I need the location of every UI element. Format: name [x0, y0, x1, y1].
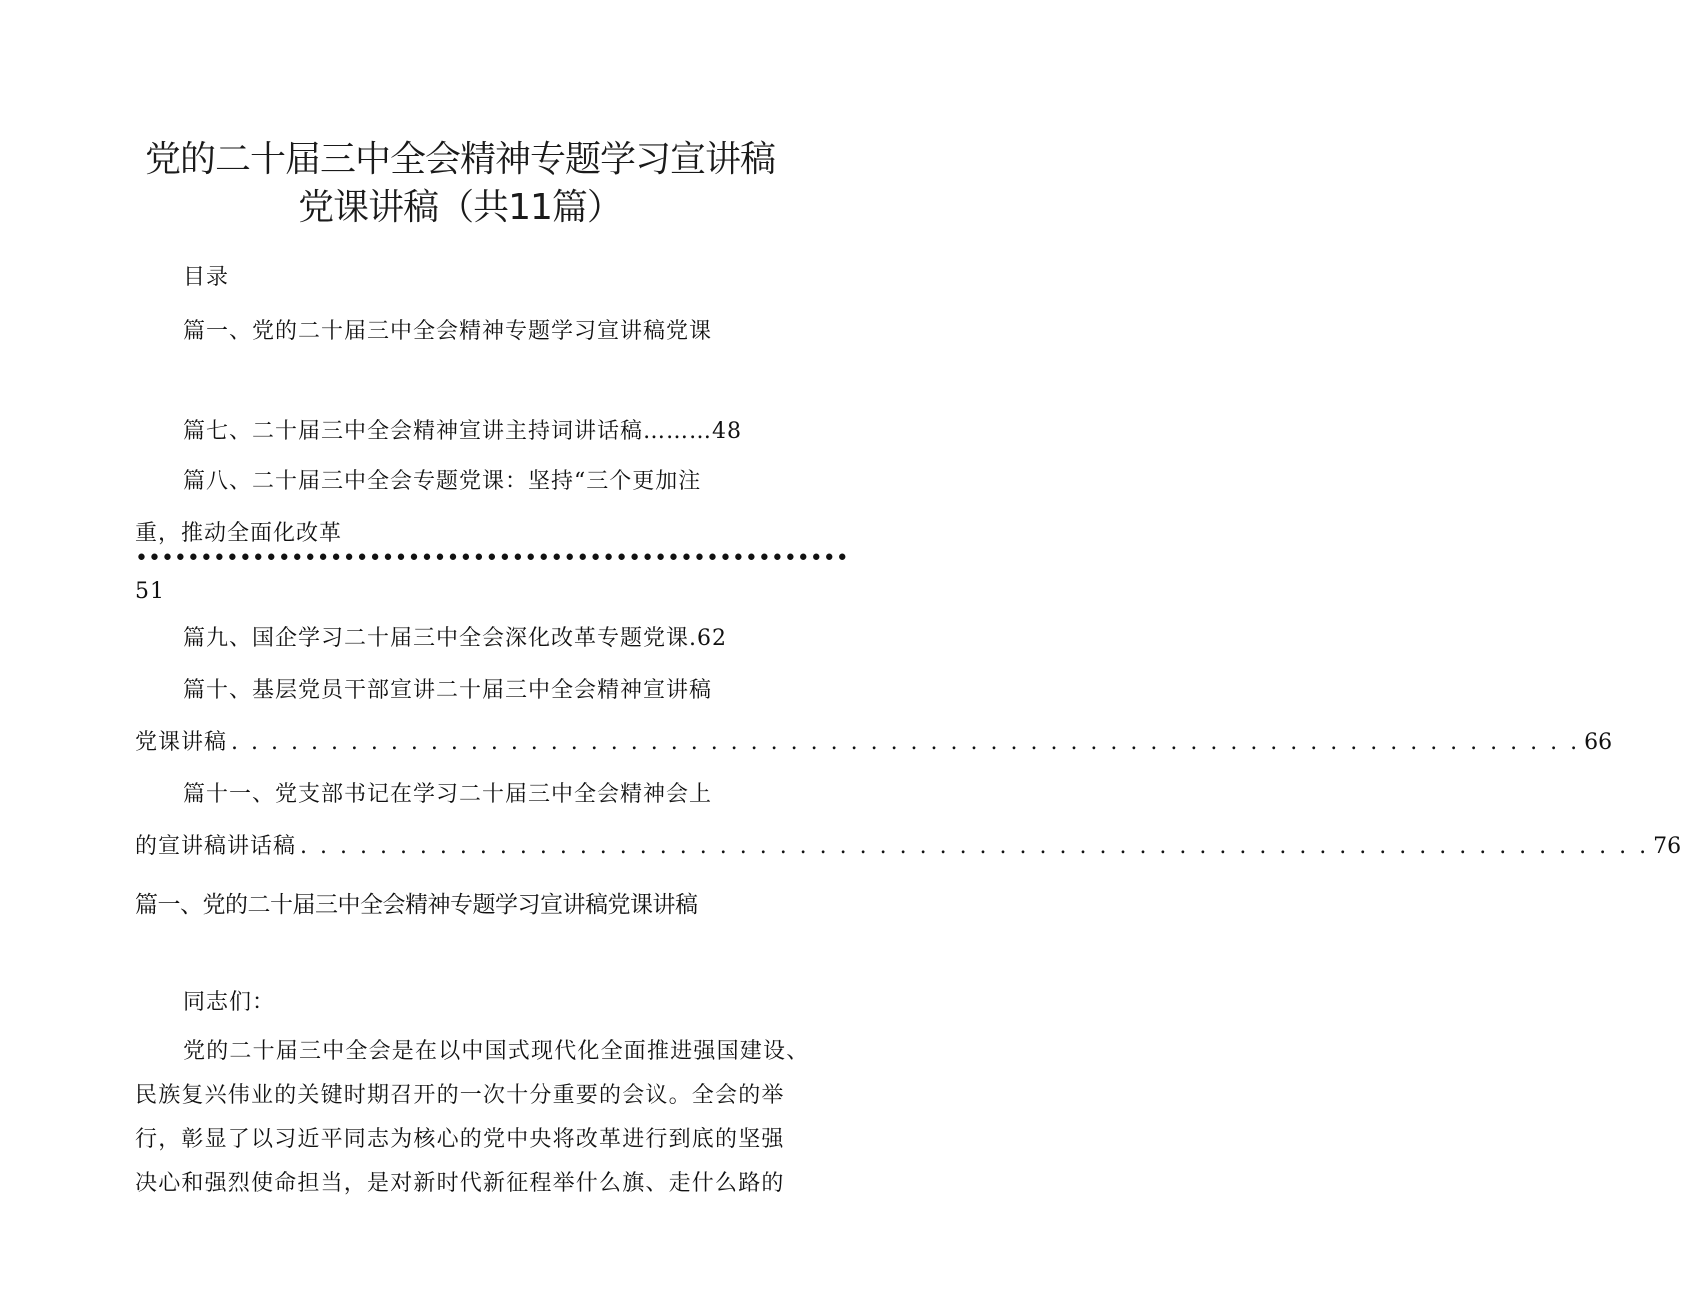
- toc-entry-8-line-1[interactable]: 篇八、二十届三中全会专题党课：坚持“三个更加注: [183, 469, 702, 494]
- toc-entry-11-text: 的宣讲稿讲话稿: [135, 834, 297, 859]
- toc-entry-10-line-1[interactable]: 篇十、基层党员干部宣讲二十届三中全会精神宣讲稿: [183, 678, 713, 703]
- paragraph-line: 党的二十届三中全会是在以中国式现代化全面推进强国建设、: [183, 1039, 810, 1064]
- toc-entry-10-text: 党课讲稿: [135, 730, 228, 755]
- toc-entry-1[interactable]: 篇一、党的二十届三中全会精神专题学习宣讲稿党课: [183, 319, 713, 344]
- toc-entry-11-page: 76: [1653, 834, 1681, 859]
- toc-entry-8-leader: •••••••••••••••••••••••••••••••••••••••••••••••••••••••: [135, 546, 849, 571]
- toc-entry-10-leader: . . . . . . . . . . . . . . . . . . . . . . . . . . . . . . . . . . . . . . . . . . . . . . . . . . . . . . . . . . . . . . . . . . . .: [231, 730, 1581, 755]
- section-heading: 篇一、党的二十届三中全会精神专题学习宣讲稿党课讲稿: [135, 892, 698, 918]
- toc-entry-10-line-2[interactable]: [135, 728, 1613, 758]
- greeting: 同志们：: [183, 990, 276, 1015]
- body-paragraph: [135, 1030, 810, 1206]
- paragraph-line: 行，彰显了以习近平同志为核心的党中央将改革进行到底的坚强: [135, 1127, 785, 1152]
- toc-entry-7[interactable]: 篇七、二十届三中全会精神宣讲主持词讲话稿………48: [183, 419, 742, 444]
- paragraph-line: 决心和强烈使命担当，是对新时代新征程举什么旗、走什么路的: [135, 1171, 785, 1196]
- paragraph-line: 民族复兴伟业的关键时期召开的一次十分重要的会议。全会的举: [135, 1083, 785, 1108]
- toc-entry-10-page: 66: [1584, 730, 1613, 755]
- toc-entry-11-line-1[interactable]: 篇十一、党支部书记在学习二十届三中全会精神会上: [183, 782, 713, 807]
- toc-entry-11-leader: . . . . . . . . . . . . . . . . . . . . . . . . . . . . . . . . . . . . . . . . . . . . . . . . . . . . . . . . . . . . . . . . . . . .: [300, 834, 1650, 859]
- toc-label: 目录: [183, 265, 230, 290]
- toc-entry-8-line-2[interactable]: 重，推动全面化改革: [135, 521, 343, 546]
- document-title-line-2: 党课讲稿（共11篇）: [298, 187, 622, 228]
- toc-entry-8-page: 51: [135, 579, 165, 604]
- toc-entry-9[interactable]: 篇九、国企学习二十届三中全会深化改革专题党课.62: [183, 626, 727, 651]
- document-title-line-1: 党的二十届三中全会精神专题学习宣讲稿: [144, 139, 775, 180]
- toc-entry-11-line-2[interactable]: [135, 832, 1681, 862]
